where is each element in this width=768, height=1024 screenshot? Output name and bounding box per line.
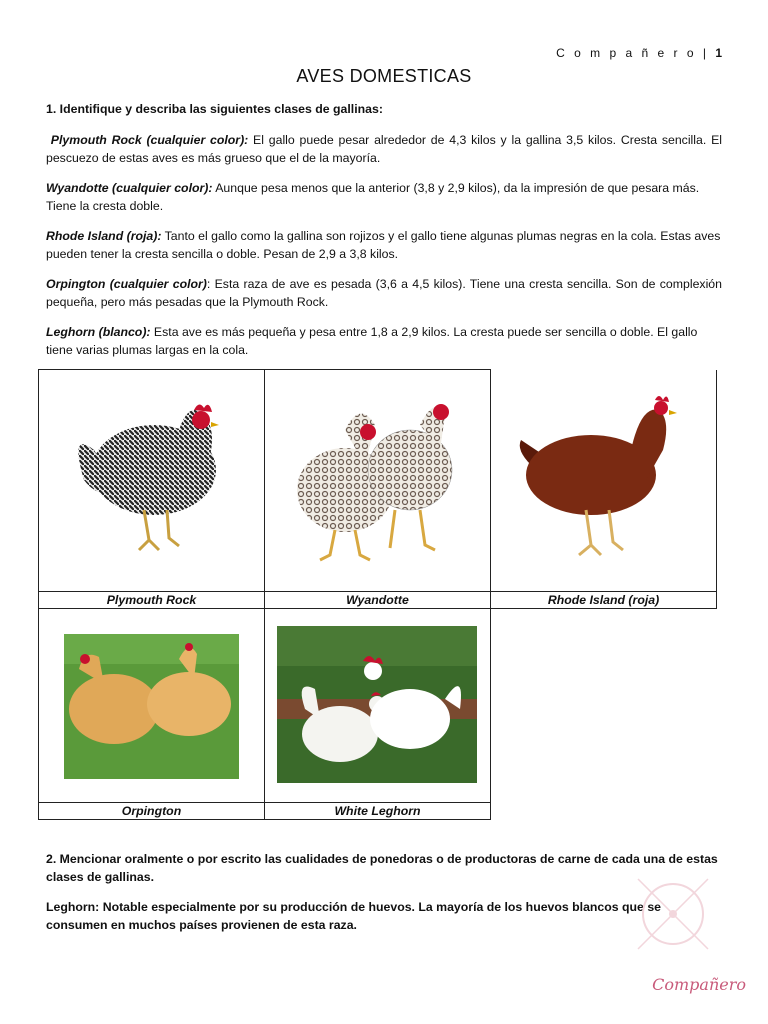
caption-orpington: Orpington bbox=[39, 803, 265, 820]
white-leghorn-image bbox=[265, 609, 490, 802]
orpington-image-cell bbox=[39, 609, 265, 803]
breeds-table bbox=[38, 369, 717, 820]
empty-cell bbox=[491, 609, 717, 803]
plymouth-rock-image bbox=[39, 370, 264, 591]
orpington-image bbox=[39, 609, 264, 802]
rhode-island-image bbox=[491, 370, 716, 591]
breed-desc-rhode bbox=[46, 227, 722, 263]
page-title: AVES DOMESTICAS bbox=[296, 66, 472, 86]
breed-desc-leghorn bbox=[46, 323, 722, 359]
breed-name: Wyandotte (cualquier color): bbox=[46, 181, 213, 195]
leghorn-image-cell bbox=[265, 609, 491, 803]
breed-text: El gallo puede pesar alrededor de 4,3 kilos y la gallina 3,5 kilos. Cresta sencilla. El pescuezo de estas aves es más grueso que el de la mayoría. bbox=[46, 133, 722, 165]
breed-name: Plymouth Rock (cualquier color): bbox=[50, 133, 249, 147]
breed-desc-orpington bbox=[46, 275, 722, 311]
breed-text: Esta ave es más pequeña y pesa entre 1,8 a 2,9 kilos. La cresta puede ser sencilla o doble. El gallo tiene varias plumas largas en la cola. bbox=[46, 325, 698, 357]
page-header bbox=[556, 46, 722, 60]
wyandotte-image-cell bbox=[265, 370, 491, 592]
breed-name: Rhode Island (roja): bbox=[46, 229, 162, 243]
question-1: 1. Identifique y describa las siguientes clases de gallinas: bbox=[46, 102, 383, 116]
leghorn-answer-text: Notable especialmente por su producción de huevos. La mayoría de los huevos blancos que se consumen en muchos países provienen de esta raza. bbox=[46, 900, 661, 932]
breed-text: Tanto el gallo como la gallina son rojizos y el gallo tiene algunas plumas negras en la cola. Estas aves pueden tener la cresta sencilla o doble. Pesan de 2,9 a 3,8 kilos. bbox=[46, 229, 721, 261]
breed-desc-wyandotte bbox=[46, 179, 722, 215]
caption-rhode: Rhode Island (roja) bbox=[491, 592, 717, 609]
question-2: 2. Mencionar oralmente o por escrito las cualidades de ponedoras o de productoras de carne de cada una de estas clases de gallinas. bbox=[46, 852, 718, 884]
breed-name: Leghorn (blanco): bbox=[46, 325, 151, 339]
empty-cell bbox=[491, 803, 717, 820]
caption-wyandotte: Wyandotte bbox=[265, 592, 491, 609]
breed-desc-plymouth bbox=[46, 131, 722, 167]
caption-plymouth: Plymouth Rock bbox=[39, 592, 265, 609]
plymouth-image-cell bbox=[39, 370, 265, 592]
caption-leghorn: White Leghorn bbox=[265, 803, 491, 820]
rhode-image-cell bbox=[491, 370, 717, 592]
breed-text: Aunque pesa menos que la anterior (3,8 y 2,9 kilos), da la impresión de que pesara más. Tiene la cresta doble. bbox=[46, 181, 700, 213]
watermark-graphic bbox=[598, 854, 748, 994]
watermark-logo: Compañero bbox=[652, 975, 746, 994]
breed-name: Orpington (cualquier color) bbox=[46, 277, 207, 291]
breed-text: : Esta raza de ave es pesada (3,6 a 4,5 kilos). Tiene una cresta sencilla. Son de complexión pequeña, pero más pesadas que la Plymouth Rock. bbox=[46, 277, 722, 309]
leghorn-answer-name: Leghorn: bbox=[46, 900, 100, 914]
wyandotte-image bbox=[265, 370, 490, 591]
page-number: 1 bbox=[715, 46, 722, 60]
header-text: C o m p a ñ e r o | bbox=[556, 46, 709, 60]
